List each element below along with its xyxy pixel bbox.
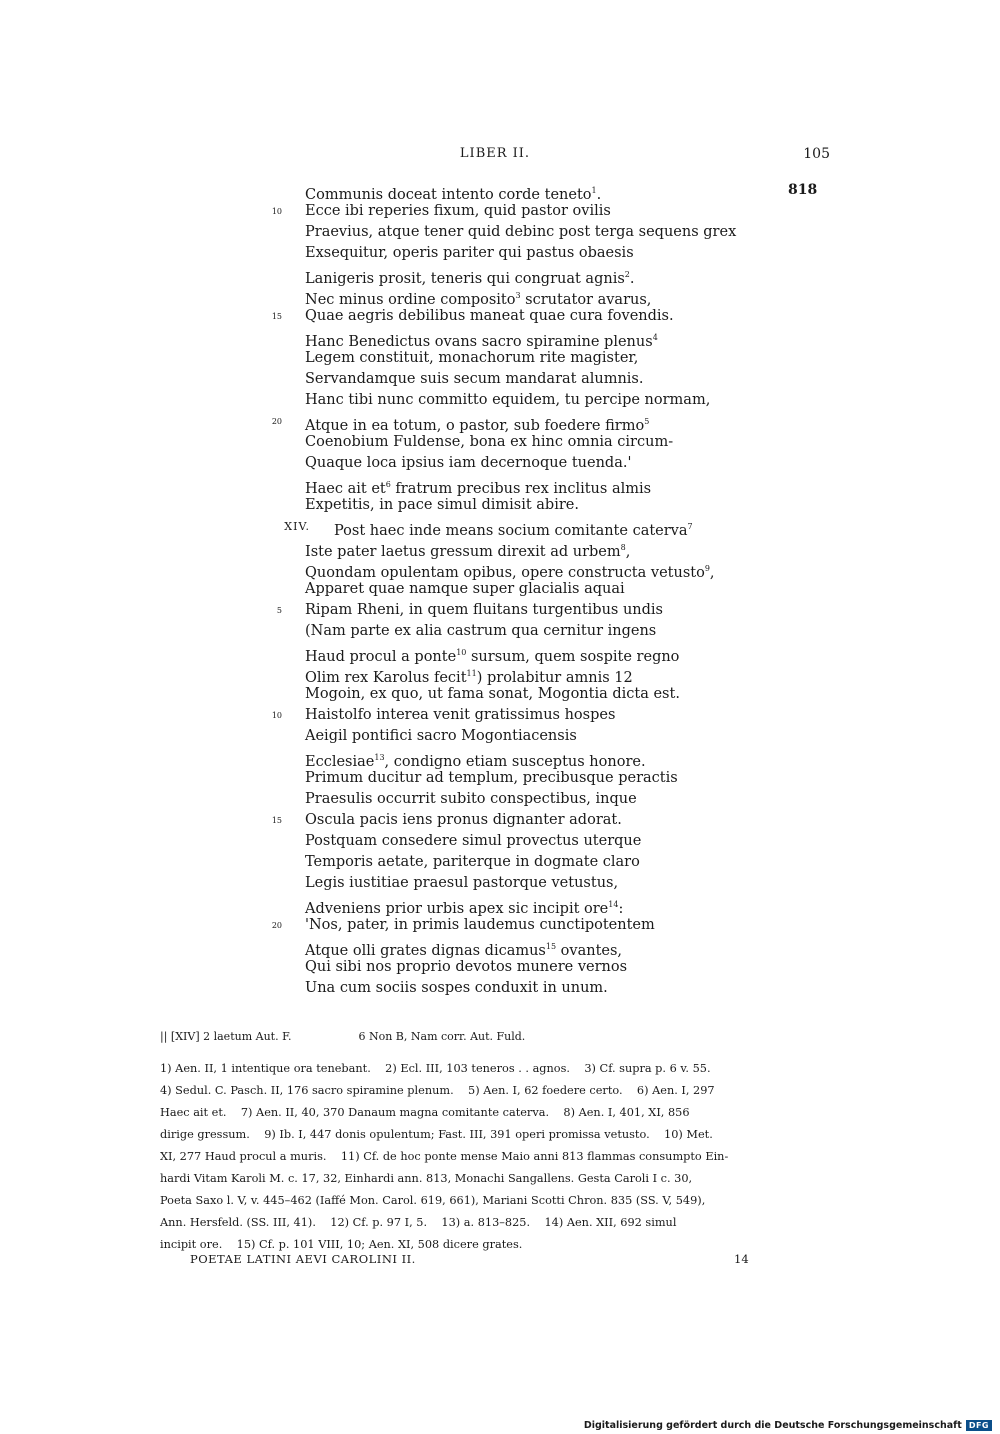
verse-text: [305, 579, 625, 600]
verse-words: Expetitis, in pace simul dimisit abire.: [305, 497, 579, 513]
verse-text: [305, 978, 608, 999]
verse-line: [0, 915, 1000, 936]
critical-apparatus: [160, 1030, 830, 1043]
verse-text: [305, 306, 674, 327]
verse-words: ) prolabitur amnis 12: [476, 669, 633, 686]
verse-text: [305, 453, 631, 474]
footnote-marker: 2: [624, 270, 630, 279]
footnote-marker: 6: [385, 480, 391, 489]
footnote-marker: 8: [620, 543, 626, 552]
verse-text: [305, 369, 643, 390]
footnote-marker: 4: [652, 333, 658, 342]
verse-text: [305, 684, 680, 705]
credit-text: Digitalisierung gefördert durch die Deutsche Forschungsgemeinschaft: [583, 1419, 962, 1431]
verse-line: [0, 705, 1000, 726]
verse-words: :: [618, 900, 624, 917]
verse-words: Haistolfo interea venit gratissimus hospes: [305, 707, 616, 723]
verse-line: [0, 663, 1000, 684]
verse-line: [0, 453, 1000, 474]
signature-title: POETAE LATINI AEVI CAROLINI II.: [190, 1252, 416, 1266]
verse-words: Primum ducitur ad templum, precibusque peractis: [305, 770, 678, 786]
verse-line: [0, 642, 1000, 663]
verse-text: [305, 726, 577, 747]
section-number: XIV.: [284, 520, 310, 533]
verse-line: [0, 684, 1000, 705]
apparatus-entry: || [XIV] 2 laetum Aut. F.: [160, 1030, 292, 1043]
verse-line: [0, 180, 1000, 201]
verse-words: sursum, quem sospite regno: [466, 648, 680, 665]
verse-line: [0, 957, 1000, 978]
verse-text: [305, 600, 663, 621]
footnote-line: 4) Sedul. C. Pasch. II, 176 sacro spiramine plenum. 5) Aen. I, 62 foedere certo. 6) Aen. I, 297: [160, 1084, 715, 1097]
verse-line: [0, 747, 1000, 768]
verse-words: Nec minus ordine composito: [305, 291, 516, 308]
verse-words: , condigno etiam susceptus honore.: [384, 753, 646, 770]
line-number: 20: [271, 417, 282, 426]
verse-text: [305, 432, 673, 453]
verse-words: Legem constituit, monachorum rite magister,: [305, 350, 639, 366]
verse-words: Postquam consedere simul provectus uterque: [305, 833, 642, 849]
page-number: 105: [803, 146, 830, 162]
verse-line: [0, 600, 1000, 621]
verse-line: [0, 936, 1000, 957]
verse-line: [0, 894, 1000, 915]
verse-text: [305, 852, 640, 873]
verse-words: Lanigeris prosit, teneris qui congruat agnis: [305, 270, 625, 287]
verse-words: Communis doceat intento corde teneto: [305, 186, 592, 203]
footnote-marker: 3: [515, 291, 521, 300]
footnote-line: Poeta Saxo l. V, v. 445–462 (Iaffé Mon. Carol. 619, 661), Mariani Scotti Chron. 835 (SS. V, 549),: [160, 1194, 706, 1207]
verse-text: [305, 915, 655, 936]
verse-words: Ecce ibi reperies fixum, quid pastor ovilis: [305, 203, 611, 219]
verse-text: [305, 789, 637, 810]
verse-words: Servandamque suis secum mandarat alumnis.: [305, 371, 644, 387]
footnote-line: XI, 277 Haud procul a muris. 11) Cf. de hoc ponte mense Maio anni 813 flammas consumpto Ein-: [160, 1150, 729, 1163]
year-marginal: 818: [788, 182, 818, 198]
verse-line: [0, 978, 1000, 999]
verse-line: [0, 831, 1000, 852]
verse-line: [0, 726, 1000, 747]
verse-words: Quondam opulentam opibus, opere constructa vetusto: [305, 564, 705, 581]
verse-line: [0, 264, 1000, 285]
verse-line: [0, 306, 1000, 327]
footnote-marker: 10: [456, 648, 467, 657]
verse-words: Ecclesiae: [305, 753, 375, 770]
verse-line: [0, 411, 1000, 432]
verse-words: Quae aegris debilibus maneat quae cura fovendis.: [305, 308, 674, 324]
verse-line: [0, 852, 1000, 873]
verse-words: scrutator avarus,: [520, 291, 652, 308]
verse-words: Exsequitur, operis pariter qui pastus obaesis: [305, 245, 634, 261]
verse-words: (Nam parte ex alia castrum qua cernitur ingens: [305, 623, 657, 639]
verse-text: [305, 873, 618, 894]
running-title: LIBER II.: [459, 146, 531, 161]
verse-text: [305, 621, 656, 642]
footnote-marker: 14: [608, 900, 619, 909]
verse-line: [0, 327, 1000, 348]
verse-block: [0, 180, 1000, 999]
verse-words: Praesulis occurrit subito conspectibus, inque: [305, 791, 637, 807]
verse-line: [0, 768, 1000, 789]
verse-text: [305, 810, 622, 831]
verse-words: ,: [709, 564, 715, 581]
verse-words: Haud procul a ponte: [305, 648, 457, 665]
footnote-line: 1) Aen. II, 1 intentique ora tenebant. 2) Ecl. III, 103 teneros . . agnos. 3) Cf. supra p. 6 v. 55.: [160, 1062, 711, 1075]
footnote-marker: 11: [466, 669, 477, 678]
apparatus-entry: 6 Non B, Nam corr. Aut. Fuld.: [358, 1030, 526, 1043]
verse-words: .: [596, 186, 602, 203]
line-number: 20: [271, 921, 282, 930]
verse-line: [0, 558, 1000, 579]
verse-words: Hanc Benedictus ovans sacro spiramine plenus: [305, 333, 653, 350]
verse-words: Una cum sociis sospes conduxit in unum.: [305, 980, 608, 996]
verse-words: Ripam Rheni, in quem fluitans turgentibus undis: [305, 602, 663, 618]
verse-text: [305, 243, 634, 264]
verse-line: [0, 810, 1000, 831]
verse-words: Oscula pacis iens pronus dignanter adorat.: [305, 812, 622, 828]
verse-line: [0, 243, 1000, 264]
verse-words: Atque in ea totum, o pastor, sub foedere firmo: [305, 417, 645, 434]
funding-credit: [584, 1418, 992, 1432]
verse-words: fratrum precibus rex inclitus almis: [390, 480, 652, 497]
verse-line: [0, 621, 1000, 642]
footnote-marker: 7: [687, 522, 693, 531]
verse-words: 'Nos, pater, in primis laudemus cunctipotentem: [305, 917, 655, 933]
verse-words: Praevius, atque tener quid debinc post terga sequens grex: [305, 224, 737, 240]
verse-words: Olim rex Karolus fecit: [305, 669, 467, 686]
footnote-marker: 15: [545, 942, 557, 951]
verse-line: [0, 201, 1000, 222]
verse-words: Hanc tibi nunc committo equidem, tu percipe normam,: [305, 392, 711, 408]
verse-words: Post haec inde means socium comitante caterva: [334, 522, 688, 539]
verse-line: [0, 369, 1000, 390]
footnote-line: hardi Vitam Karoli M. c. 17, 32, Einhardi ann. 813, Monachi Sangallens. Gesta Caroli I c. 30,: [160, 1172, 693, 1185]
dfg-logo-icon: DFG: [966, 1420, 992, 1431]
verse-text: [305, 768, 678, 789]
verse-text: [305, 831, 641, 852]
footnote-marker: 13: [374, 753, 385, 762]
verse-line: [0, 873, 1000, 894]
verse-line: [0, 285, 1000, 306]
verse-line: [0, 474, 1000, 495]
verse-words: Temporis aetate, pariterque in dogmate claro: [305, 854, 640, 870]
verse-words: Haec ait et: [305, 480, 386, 497]
line-number: 15: [271, 312, 282, 321]
verse-line: [0, 789, 1000, 810]
verse-text: [305, 705, 615, 726]
footnotes: [160, 1058, 832, 1256]
verse-words: Iste pater laetus gressum direxit ad urbem: [305, 543, 621, 560]
verse-words: Apparet quae namque super glacialis aquai: [305, 581, 625, 597]
verse-text: [305, 222, 736, 243]
verse-words: Coenobium Fuldense, bona ex hinc omnia circum-: [305, 434, 674, 450]
verse-line: [0, 495, 1000, 516]
verse-line: [0, 537, 1000, 558]
verse-text: [305, 201, 611, 222]
footnote-marker: 1: [591, 186, 597, 195]
verse-text: [305, 390, 710, 411]
footnote-marker: 5: [644, 417, 650, 426]
verse-line: [0, 348, 1000, 369]
verse-text: [305, 348, 638, 369]
footnote-marker: 9: [704, 564, 710, 573]
verse-text: [305, 495, 579, 516]
footnote-line: Haec ait et. 7) Aen. II, 40, 370 Danaum magna comitante caterva. 8) Aen. I, 401, XI, 856: [160, 1106, 690, 1119]
signature-number: 14: [734, 1252, 749, 1266]
verse-line: [0, 432, 1000, 453]
verse-words: Adveniens prior urbis apex sic incipit ore: [305, 900, 609, 917]
verse-words: Aeigil pontifici sacro Mogontiacensis: [305, 728, 577, 744]
verse-line: [0, 222, 1000, 243]
footnote-line: dirige gressum. 9) Ib. I, 447 donis opulentum; Fast. III, 391 operi promissa vetusto. 10) Met.: [160, 1128, 713, 1141]
verse-words: ovantes,: [556, 942, 623, 959]
verse-words: Mogoin, ex quo, ut fama sonat, Mogontia dicta est.: [305, 686, 680, 702]
verse-line: [0, 390, 1000, 411]
footnote-line: incipit ore. 15) Cf. p. 101 VIII, 10; Aen. XI, 508 dicere grates.: [160, 1238, 523, 1251]
verse-text: [305, 957, 627, 978]
footnote-line: Ann. Hersfeld. (SS. III, 41). 12) Cf. p. 97 I, 5. 13) a. 813–825. 14) Aen. XII, 692 simul: [160, 1216, 677, 1229]
verse-line: [0, 579, 1000, 600]
line-number: 15: [271, 816, 282, 825]
verse-words: Atque olli grates dignas dicamus: [305, 942, 546, 959]
page-header: [160, 146, 830, 168]
verse-words: Qui sibi nos proprio devotos munere vernos: [305, 959, 628, 975]
verse-words: Legis iustitiae praesul pastorque vetustus,: [305, 875, 619, 891]
verse-words: Quaque loca ipsius iam decernoque tuenda.': [305, 455, 632, 471]
verse-line: [0, 516, 1000, 537]
line-number: 10: [271, 711, 282, 720]
line-number: 5: [276, 606, 282, 615]
line-number: 10: [271, 207, 282, 216]
verse-words: ,: [625, 543, 631, 560]
verse-words: .: [629, 270, 635, 287]
